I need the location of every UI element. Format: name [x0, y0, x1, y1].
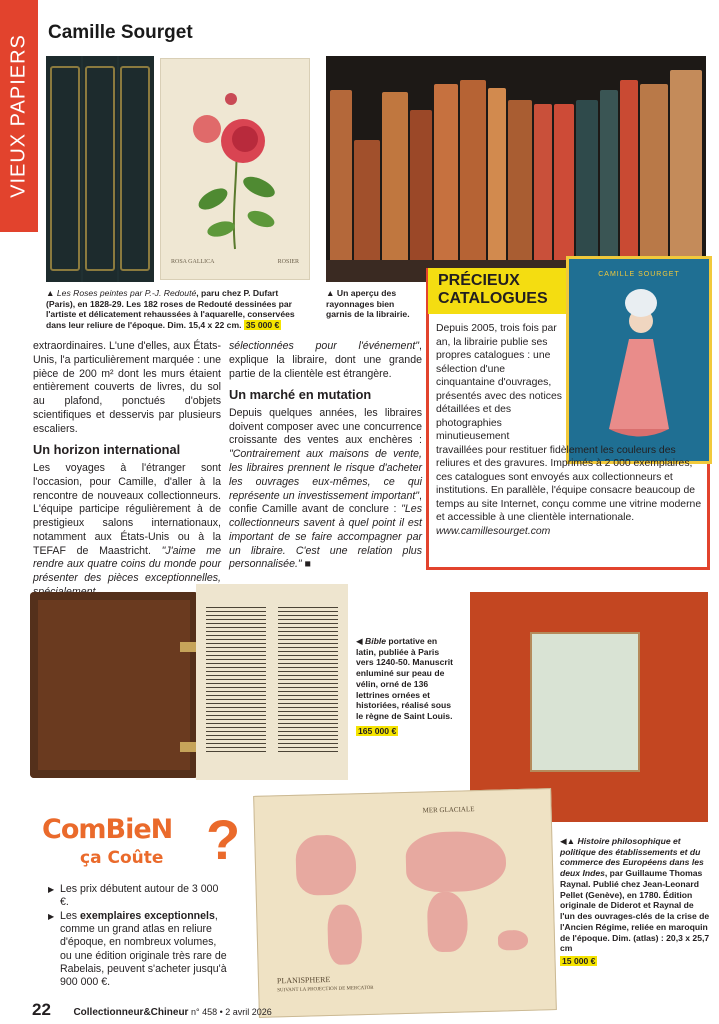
col2-p2b-quote: "Les collectionneurs savent à quel point il est important de se faire accompagner par un libraire. C'est une relation plus personnalisée.": [229, 503, 422, 571]
caption-shelf: ▲ Un aperçu des rayonnages bien garnis de la librairie.: [326, 288, 410, 320]
col2-p2-text: Depuis quelques années, les libraires doivent composer avec une concurrence croissante des ventes aux enchères :: [229, 406, 422, 447]
catalogue-website-link[interactable]: www.camillesourget.com: [436, 525, 551, 537]
page-footer: [32, 1000, 272, 1020]
catalogue-box-title: [428, 268, 572, 314]
caption-bible-price: 165 000 €: [358, 725, 397, 736]
price-list: [48, 883, 228, 990]
caption-bible-text: portative en latin, publiée à Paris vers 1240-50. Manuscrit enluminé sur peau de vélin, orné de 136 lettrines ornées et historiées, réalisé sous le règne de Saint Louis.: [356, 636, 453, 722]
caption-raynal-text: , par Guillaume Thomas Raynal. Publié chez Jean-Leonard Pellet (Genève), en 1780. Édition originale de Diderot et Raynal de l'un des ouvrages-clés de la crise de l'Ancien Régime, reliée en maroquin de l'époque. Dim. (atlas) : 20,3 x 25,7 cm: [560, 868, 710, 954]
section-tab-label: VIEUX PAPIERS: [7, 34, 30, 198]
catalogue-body-text: travaillées pour restituer fidèlement les couleurs des reliures et des gravures. Imprimés à 2 000 exemplaires, ces catalogues sont envoyés aux collectionneurs et institutions. En parallèle, l'équipe consacre beaucoup de temps au site Internet, conçu comme une vitrine moderne et accessible à une clientèle internationale.: [436, 444, 702, 524]
roses-books-photo: [46, 56, 154, 282]
catalogue-intro-text: Depuis 2005, trois fois par an, la librairie publie ses propres catalogues : une sélection d'une cinquantaine d'ouvrages, présentés avec des notices détaillées et des photographies minutieusement: [436, 323, 562, 443]
col1-p2-text: Les voyages à l'étranger sont l'occasion, pour Camille, d'aller à la rencontre de nouveaux collectionneurs. L'équipe participe régulièrement à de prestigieux salons internationaux, notamment aux États-Unis ou à la TEFAF de Maastricht.: [33, 461, 221, 557]
issue-info: n° 458 • 2 avril 2026: [190, 1007, 272, 1017]
col2-paragraph-2: [229, 407, 422, 572]
closed-bible-photo: [30, 592, 198, 778]
caption-bible-title: Bible: [365, 636, 387, 646]
open-bible-photo: [196, 584, 348, 780]
map-subtitle: SUIVANT LA PROJECTION DE MERCATOR: [277, 985, 374, 994]
price-item2-post: , comme un grand atlas en reliure d'époque, en nombreux volumes, ou une édition originale très rare de Rabelais, peuvent s'acheter jusqu'à 900 000 €.: [60, 909, 227, 989]
article-column-1: [33, 340, 221, 602]
question-mark: ?: [206, 808, 241, 871]
caption-roses-title: Les Roses peintes par P.-J. Redouté: [56, 288, 197, 298]
col2-p1-text: , explique la libraire, dont une grande partie de la clientèle est étrangère.: [229, 340, 422, 380]
caption-bible-arrow: ◀: [356, 636, 363, 646]
map-title: PLANISPHERE: [276, 974, 331, 986]
caption-roses-text: , paru chez P. Dufart (Paris), en 1828-29. Les 182 roses de Redouté dessinées par l'artiste et délicatement rehaussées à l'aquarelle, conservées dans leur reliure de l'époque. Dim. 15,4 x 22 cm.: [46, 288, 295, 331]
caption-roses-arrow: ▲: [46, 288, 55, 298]
caption-roses: [46, 288, 306, 331]
rose-plate-right-label: ROSIER: [277, 259, 299, 265]
price-item2-pre: Les: [60, 909, 81, 922]
map-sea-label: MER GLACIALE: [422, 805, 475, 815]
col2-p2-quote: "Contrairement aux maisons de vente, les libraires prennent le risque d'acheter les ouvrages eux-mêmes, ce qui représente un investissement important": [229, 448, 422, 502]
rose-illustration: [161, 59, 310, 280]
caption-bible: [356, 636, 456, 737]
rose-plate-left-label: ROSA GALLICA: [171, 259, 215, 265]
col1-heading: Un horizon international: [33, 442, 181, 458]
price-list-item: [48, 910, 228, 990]
caption-raynal: [560, 836, 710, 967]
col1-paragraph-2: [33, 462, 221, 600]
catalogue-cover-label: CAMILLE SOURGET: [598, 271, 680, 278]
combien-heading: [40, 808, 250, 876]
caption-roses-price: 35 000 €: [245, 320, 280, 331]
catalogue-title-line2: CATALOGUES: [438, 290, 548, 308]
catalogue-box-text: [436, 322, 708, 538]
col2-p1-quote: sélectionnées pour l'événement": [229, 340, 420, 352]
bookshelf-photo: [326, 56, 706, 282]
col1-paragraph-1: extraordinaires. L'une d'elles, aux États-Unis, l'a particulièrement marquée : une pièce de 200 m² dont les murs étaient entièrement couverts de livres, du sol au plafond, ponctués d'objets scientifiques et desservis par plusieurs escaliers.: [33, 340, 221, 435]
world-map-photo: [253, 788, 557, 1018]
end-mark: ■: [304, 558, 312, 571]
article-column-2: [229, 340, 422, 574]
col2-heading: Un marché en mutation: [229, 387, 372, 403]
page-title: Camille Sourget: [48, 22, 193, 43]
combien-line1: ComBieN: [42, 814, 173, 845]
page-number: 22: [32, 1000, 51, 1019]
col1-p2-quote: "J'aime me rendre aux quatre coins du monde pour présenter des pièces exceptionnelles,: [33, 544, 221, 585]
caption-raynal-title: Histoire philosophique et politique des établissements et du commerce des Européens dans les deux Indes: [560, 836, 704, 879]
caption-raynal-arrow: ◀▲: [560, 836, 576, 846]
caption-raynal-price: 15 000 €: [562, 956, 596, 967]
raynal-books-photo: [470, 592, 708, 822]
combien-line2: ça Coûte: [80, 848, 164, 868]
rose-plate-photo: [160, 58, 310, 280]
section-tab: [0, 0, 38, 232]
col2-paragraph-1: [229, 340, 422, 381]
price-item2-bold: exemplaires exceptionnels: [80, 909, 215, 922]
price-list-item: ▶ Les prix débutent autour de 3 000 €.: [48, 883, 228, 910]
col2-p2b-text: , confie Camille avant de conclure :: [229, 489, 422, 516]
catalogue-title-line1: PRÉCIEUX: [438, 272, 520, 289]
magazine-name: Collectionneur&Chineur: [73, 1007, 189, 1018]
